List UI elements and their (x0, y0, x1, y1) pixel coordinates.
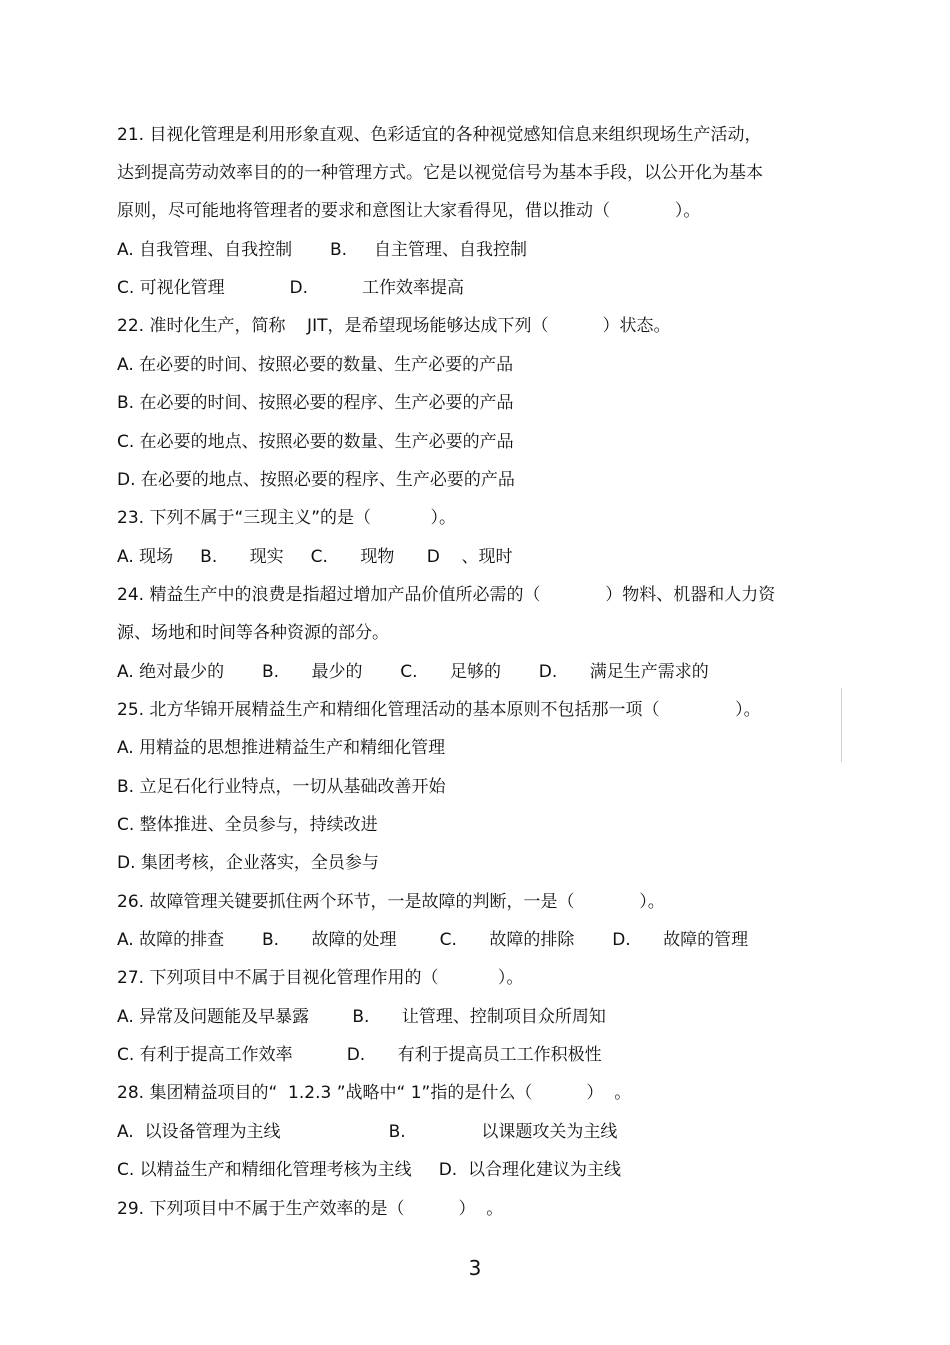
question-22-option-d: D. 在必要的地点、按照必要的程序、生产必要的产品 (117, 470, 515, 490)
margin-rule (841, 688, 842, 762)
question-23-stem: 23. 下列不属于“三现主义”的是（ ）。 (117, 508, 456, 528)
question-24-line-1: 24. 精益生产中的浪费是指超过增加产品价值所必需的（ ）物料、机器和人力资 (117, 585, 776, 605)
question-22-option-c: C. 在必要的地点、按照必要的数量、生产必要的产品 (117, 432, 514, 452)
question-25-option-a: A. 用精益的思想推进精益生产和精细化管理 (117, 738, 446, 758)
page-number: 3 (468, 1256, 482, 1280)
question-21-options-cd: C. 可视化管理 D. 工作效率提高 (117, 278, 465, 298)
question-21-line-3: 原则，尽可能地将管理者的要求和意图让大家看得见，借以推动（ ）。 (117, 201, 701, 221)
question-23-options: A. 现场 B. 现实 C. 现物 D 、现时 (117, 547, 513, 567)
question-22-option-b: B. 在必要的时间、按照必要的程序、生产必要的产品 (117, 393, 514, 413)
question-26-stem: 26. 故障管理关键要抓住两个环节，一是故障的判断，一是（ ）。 (117, 892, 665, 912)
question-25-option-d: D. 集团考核，企业落实，全员参与 (117, 853, 379, 873)
question-29-stem: 29. 下列项目中不属于生产效率的是（ ） 。 (117, 1199, 504, 1219)
question-25-stem: 25. 北方华锦开展精益生产和精细化管理活动的基本原则不包括那一项（ ）。 (117, 700, 761, 720)
question-27-options-ab: A. 异常及问题能及早暴露 B. 让管理、控制项目众所周知 (117, 1007, 606, 1027)
question-28-options-cd: C. 以精益生产和精细化管理考核为主线 D. 以合理化建议为主线 (117, 1160, 621, 1180)
question-25-option-c: C. 整体推进、全员参与，持续改进 (117, 815, 378, 835)
question-22-stem: 22. 准时化生产，简称 JIT，是希望现场能够达成下列（ ）状态。 (117, 316, 671, 336)
question-21-options-ab: A. 自我管理、自我控制 B. 自主管理、自我控制 (117, 240, 528, 260)
question-21-line-1: 21. 目视化管理是利用形象直观、色彩适宜的各种视觉感知信息来组织现场生产活动， (117, 125, 762, 145)
question-24-options: A. 绝对最少的 B. 最少的 C. 足够的 D. 满足生产需求的 (117, 662, 709, 682)
question-28-stem: 28. 集团精益项目的“ 1.2.3 ”战略中“ 1”指的是什么（ ） 。 (117, 1083, 632, 1103)
question-27-stem: 27. 下列项目中不属于目视化管理作用的（ ）。 (117, 968, 524, 988)
question-28-options-ab: A. 以设备管理为主线 B. 以课题攻关为主线 (117, 1122, 618, 1142)
question-24-line-2: 源、场地和时间等各种资源的部分。 (117, 623, 389, 643)
question-21-line-2: 达到提高劳动效率目的的一种管理方式。它是以视觉信号为基本手段，以公开化为基本 (117, 163, 763, 183)
question-22-option-a: A. 在必要的时间、按照必要的数量、生产必要的产品 (117, 355, 514, 375)
question-26-options: A. 故障的排查 B. 故障的处理 C. 故障的排除 D. 故障的管理 (117, 930, 749, 950)
question-27-options-cd: C. 有利于提高工作效率 D. 有利于提高员工工作积极性 (117, 1045, 602, 1065)
question-25-option-b: B. 立足石化行业特点，一切从基础改善开始 (117, 777, 446, 797)
